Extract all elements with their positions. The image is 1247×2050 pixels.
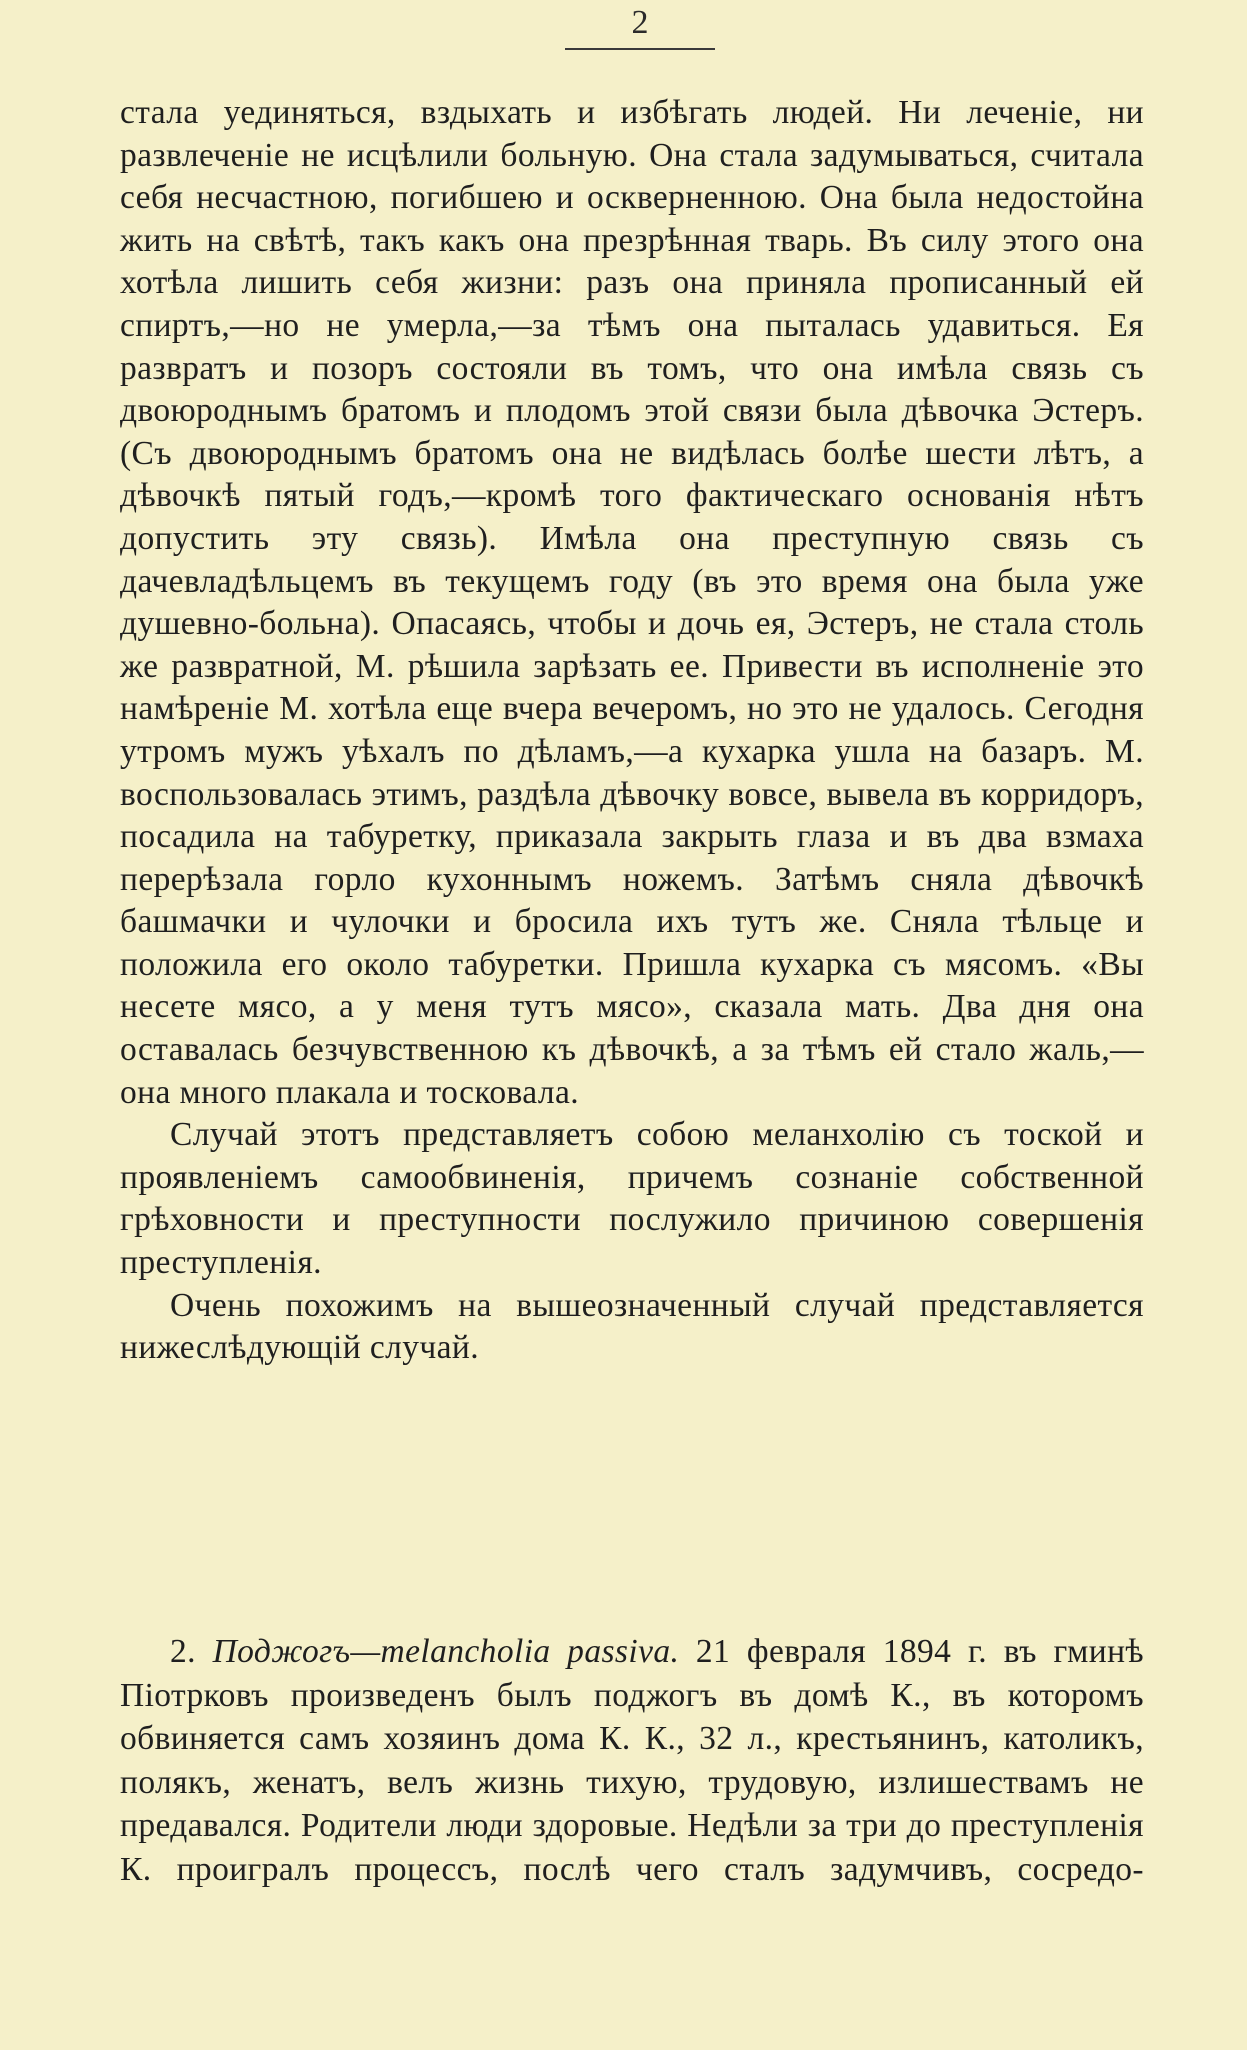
paragraph-case-description: стала уединяться, вздыхать и избѣгать людей. Ни леченіе, ни развлеченіе не исцѣлили больную. Она стала задумываться, считала себя несчастною, погибшею и оскверненною. Она была недостойна жить на свѣтѣ, такъ какъ она презрѣнная тварь. Въ силу этого она хотѣла лишить себя жизни: разъ она приняла прописанный ей спиртъ,—но не умерла,—за тѣмъ она пыталась удавиться. Ея развратъ и позоръ состояли въ томъ, что она имѣла связь съ двоюроднымъ братомъ и плодомъ этой связи была дѣвочка Эстеръ. (Съ двоюроднымъ братомъ она не видѣлась болѣе шести лѣтъ, а дѣвочкѣ пятый годъ,—кромѣ того фактическаго основанія нѣтъ допустить эту связь). Имѣла она преступную связь съ дачевладѣльцемъ въ текущемъ году (въ это время она была уже душевно-больна). Опасаясь, чтобы и дочь ея, Эстеръ, не стала столь же развратной, М. рѣшила зарѣзать ее. Привести въ исполненіе это намѣреніе М. хотѣла еще вчера вечеромъ, но это не удалось. Сегодня утромъ мужъ уѣхалъ по дѣламъ,—а кухарка ушла на базаръ. М. воспользовалась этимъ, раздѣла дѣвочку вовсе, вывела въ корридоръ, посадила на табуретку, приказала закрыть глаза и въ два взмаха перерѣзала горло кухоннымъ ножемъ. Затѣмъ сняла дѣвочкѣ башмачки и чулочки и бросила ихъ тутъ же. Сняла тѣльце и положила его около табуретки. Пришла кухарка съ мясомъ. «Вы несете мясо, а у меня тутъ мясо», сказала мать. Два дня она оставалась безчувственною къ дѣвочкѣ, а за тѣмъ ей стало жаль,—она много плакала и тосковала. xyxy=(120,94,1144,1111)
paragraph-transition: Очень похожимъ на вышеозначенный случай представляется нижеслѣдующій случай. xyxy=(120,1286,1144,1367)
main-text xyxy=(120,92,1144,1370)
case-2-paragraph xyxy=(120,1630,1144,1891)
page-number: 2 xyxy=(631,4,649,41)
header-rule xyxy=(565,48,715,50)
case-2-number: 2. xyxy=(170,1633,196,1670)
case-2-text: 21 февраля 1894 г. въ гминѣ Піотрковъ произведенъ былъ поджогъ въ домѣ К., въ которомъ обвиняется самъ хозяинъ дома К. К., 32 л., крестьянинъ, католикъ, полякъ, женатъ, велъ жизнь тихую, трудовую, излишествамъ не предавался. Родители люди здоровые. Недѣли за три до преступленія К. проигралъ процессъ, послѣ чего сталъ задумчивъ, сосредо- xyxy=(120,1633,1144,1888)
paragraph-case-summary: Случай этотъ представляетъ собою меланхолію съ тоской и проявленіемъ самообвиненія, причемъ сознаніе собственной грѣховности и преступности послужило причиною совершенія преступленія. xyxy=(120,1116,1144,1282)
case-2-title: Поджогъ—melancholia passiva. xyxy=(212,1633,680,1670)
case-2-block xyxy=(120,1630,1144,1891)
